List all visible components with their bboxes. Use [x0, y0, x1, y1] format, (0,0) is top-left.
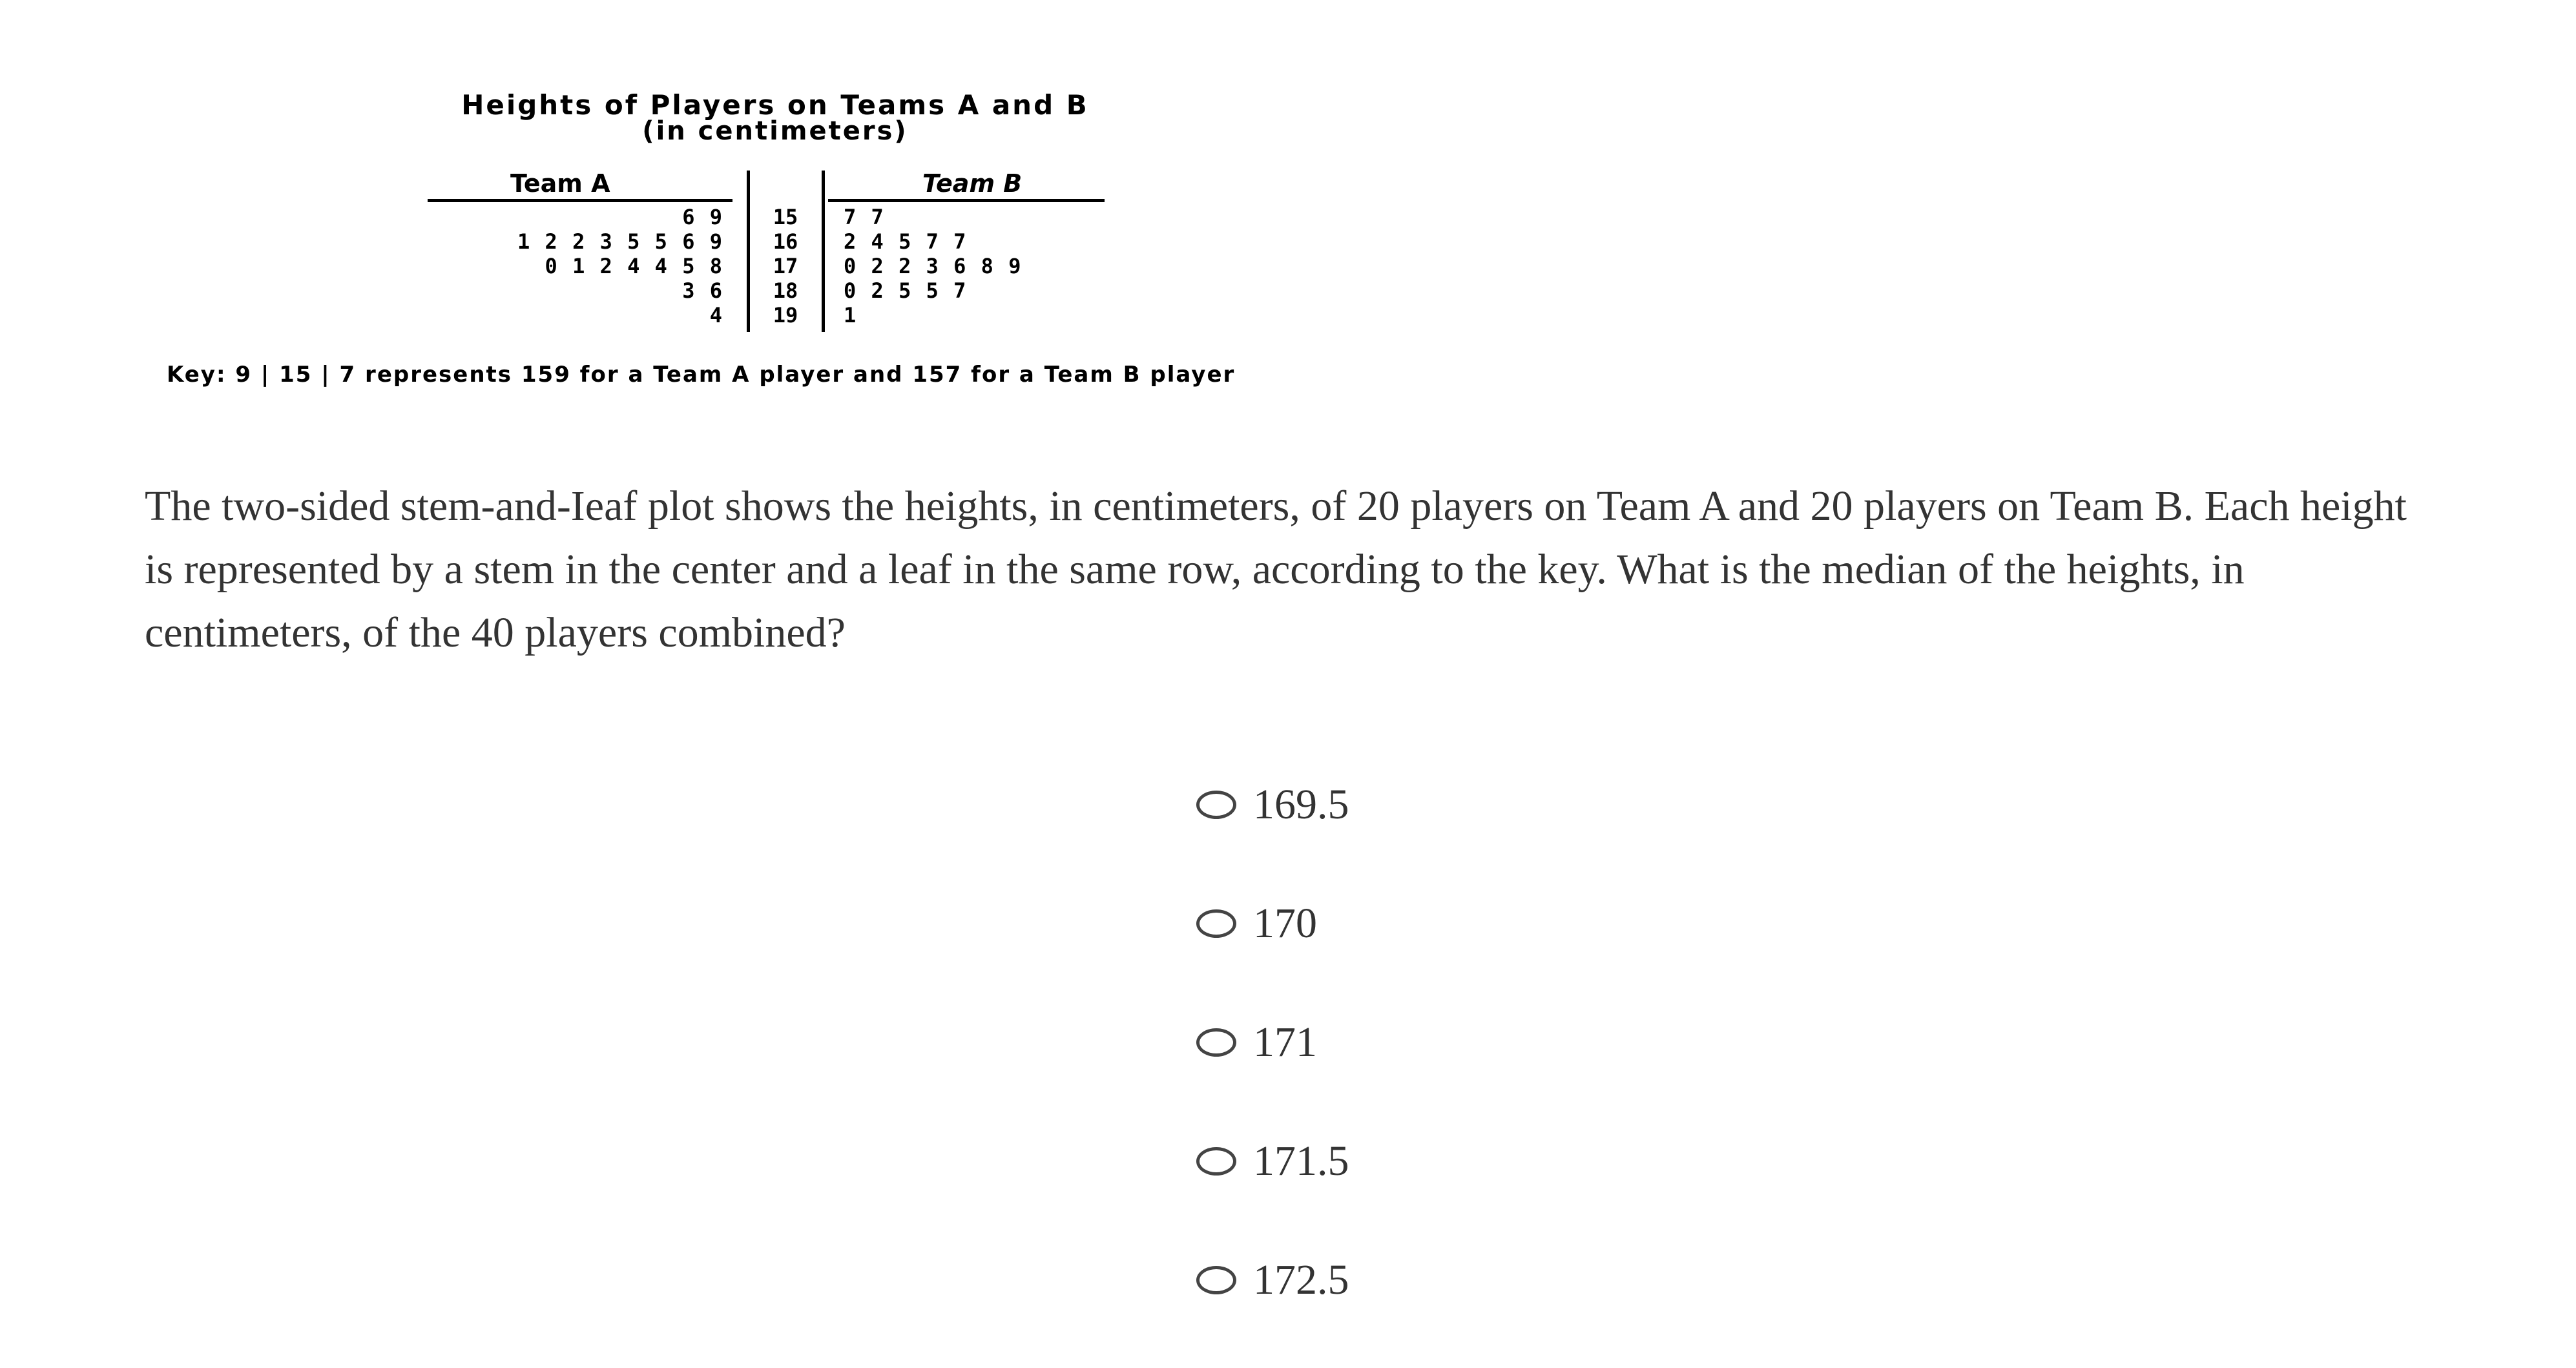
- choice-label: 170: [1253, 900, 1317, 947]
- plot-row: [0, 279, 1421, 302]
- choice-label: 172.5: [1253, 1256, 1349, 1303]
- plot-row: [0, 205, 1421, 229]
- radio-button[interactable]: [1196, 791, 1236, 819]
- answer-choice[interactable]: [1196, 1130, 1349, 1192]
- team-b-leaves: 0 2 5 5 7: [844, 278, 968, 303]
- plot-row: [0, 230, 1421, 253]
- question-text: The two-sided stem-and-Ieaf plot shows the heights, in centimeters, of 20 players on Team A and 20 players on Team B. Each height is represented by a stem in the center and a leaf in the same row, according to the key. What is the median of the heights, in centimeters, of the 40 players combined?: [145, 482, 2407, 656]
- answer-choice[interactable]: [1196, 893, 1349, 955]
- figure-title: Heights of Players on Teams A and B: [461, 89, 1089, 121]
- stem: 15: [773, 205, 798, 229]
- team-b-leaves: 7 7: [844, 205, 885, 229]
- team-a-leaves: 1 2 2 3 5 5 6 9: [517, 229, 723, 254]
- team-a-leaves: 6 9: [682, 205, 723, 229]
- team-a-leaves: 3 6: [682, 278, 723, 303]
- choice-label: 171.5: [1253, 1137, 1349, 1185]
- stem: 18: [773, 278, 798, 303]
- figure-key: Key: 9 | 15 | 7 represents 159 for a Team A player and 157 for a Team B player: [167, 362, 1236, 388]
- choice-label: 169.5: [1253, 781, 1349, 828]
- figure-subtitle: (in centimeters): [642, 116, 908, 146]
- team-b-leaves: 0 2 2 3 6 8 9: [844, 254, 1023, 278]
- team-b-rule: [828, 199, 1105, 202]
- team-a-leaves: 0 1 2 4 4 5 8: [545, 254, 723, 278]
- team-a-header: Team A: [510, 169, 610, 198]
- answer-choice[interactable]: [1196, 774, 1349, 836]
- plot-row: [0, 304, 1421, 327]
- answer-choice[interactable]: [1196, 1249, 1349, 1311]
- choice-label: 171: [1253, 1019, 1317, 1066]
- team-b-leaves: 2 4 5 7 7: [844, 229, 968, 254]
- team-b-leaves: 1: [844, 303, 858, 327]
- stem: 19: [773, 303, 798, 327]
- radio-button[interactable]: [1196, 1028, 1236, 1057]
- radio-button[interactable]: [1196, 909, 1236, 938]
- team-a-rule: [428, 199, 732, 202]
- stem-and-leaf-figure: [0, 0, 1421, 413]
- radio-button[interactable]: [1196, 1266, 1236, 1294]
- radio-button[interactable]: [1196, 1147, 1236, 1176]
- stem: 17: [773, 254, 798, 278]
- answer-choices: [1196, 774, 1349, 1368]
- plot-row: [0, 254, 1421, 278]
- stem: 16: [773, 229, 798, 254]
- answer-choice[interactable]: [1196, 1011, 1349, 1073]
- team-a-leaves: 4: [709, 303, 723, 327]
- team-b-header: Team B: [922, 169, 1023, 198]
